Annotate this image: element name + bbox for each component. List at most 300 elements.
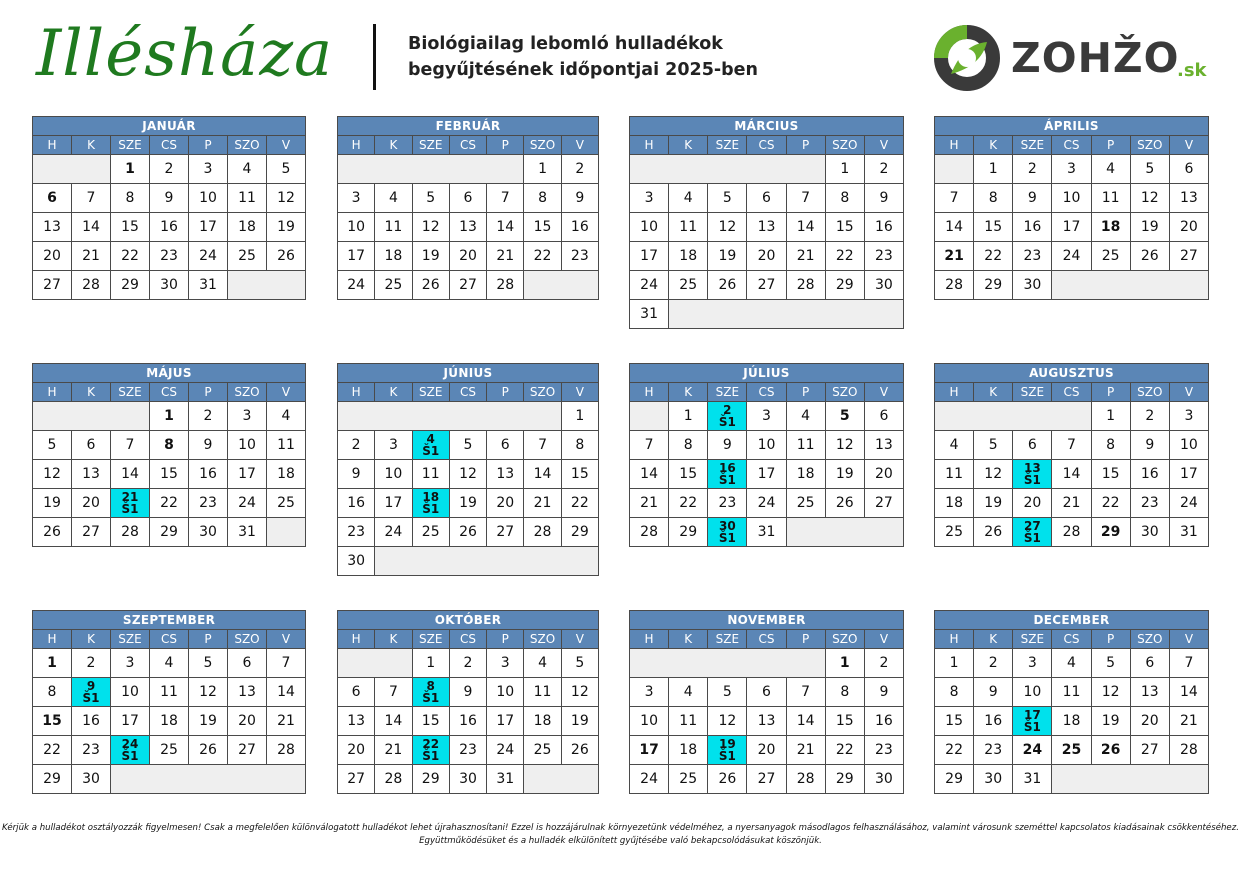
day-cell: 23 bbox=[72, 736, 111, 765]
day-cell: 26 bbox=[708, 765, 747, 794]
collection-day-cell bbox=[412, 489, 449, 518]
day-cell: 24 bbox=[338, 271, 375, 300]
week-row bbox=[935, 155, 1209, 184]
week-row bbox=[338, 431, 599, 460]
collection-code: Š1 bbox=[1023, 720, 1041, 734]
collection-day-cell bbox=[72, 678, 111, 707]
day-cell: 6 bbox=[747, 678, 786, 707]
day-cell: 27 bbox=[747, 271, 786, 300]
holiday-day-cell: 1 bbox=[825, 649, 864, 678]
week-row bbox=[33, 489, 306, 518]
day-cell: 26 bbox=[33, 518, 72, 547]
day-cell: 20 bbox=[747, 736, 786, 765]
day-cell: 3 bbox=[375, 431, 412, 460]
weekday-header: SZO bbox=[1130, 136, 1169, 155]
day-cell: 14 bbox=[267, 678, 306, 707]
day-cell: 24 bbox=[487, 736, 524, 765]
day-cell: 5 bbox=[1091, 649, 1130, 678]
month-julius bbox=[629, 363, 904, 547]
day-cell: 8 bbox=[974, 184, 1013, 213]
day-cell: 5 bbox=[267, 155, 306, 184]
weekday-header: P bbox=[487, 383, 524, 402]
day-cell: 22 bbox=[33, 736, 72, 765]
day-cell: 26 bbox=[449, 518, 486, 547]
week-row bbox=[630, 489, 904, 518]
day-cell: 7 bbox=[786, 184, 825, 213]
collection-code: Š1 bbox=[121, 502, 139, 516]
holiday-day-cell: 18 bbox=[1091, 213, 1130, 242]
day-cell: 25 bbox=[524, 736, 561, 765]
day-cell: 22 bbox=[111, 242, 150, 271]
day-cell: 23 bbox=[150, 242, 189, 271]
day-cell: 14 bbox=[487, 213, 524, 242]
week-row bbox=[630, 184, 904, 213]
day-cell: 7 bbox=[111, 431, 150, 460]
week-row bbox=[338, 184, 599, 213]
holiday-day-cell: 21 bbox=[935, 242, 974, 271]
day-cell: 25 bbox=[669, 271, 708, 300]
weekday-header: H bbox=[338, 630, 375, 649]
day-cell: 31 bbox=[747, 518, 786, 547]
day-cell: 3 bbox=[1169, 402, 1208, 431]
weekday-header: SZO bbox=[228, 630, 267, 649]
day-cell: 25 bbox=[935, 518, 974, 547]
day-cell: 4 bbox=[935, 431, 974, 460]
weekday-header: P bbox=[189, 136, 228, 155]
day-cell: 14 bbox=[630, 460, 669, 489]
month-title: JÚNIUS bbox=[338, 364, 599, 383]
collection-day-cell bbox=[111, 489, 150, 518]
day-cell: 25 bbox=[669, 765, 708, 794]
weekday-header: H bbox=[630, 383, 669, 402]
day-cell: 27 bbox=[1169, 242, 1208, 271]
day-cell: 14 bbox=[524, 460, 561, 489]
day-cell: 31 bbox=[630, 300, 669, 329]
day-cell: 16 bbox=[150, 213, 189, 242]
day-cell: 14 bbox=[1052, 460, 1091, 489]
day-cell: 20 bbox=[487, 489, 524, 518]
day-cell: 11 bbox=[524, 678, 561, 707]
day-cell: 25 bbox=[412, 518, 449, 547]
day-cell: 23 bbox=[449, 736, 486, 765]
holiday-day-cell: 17 bbox=[630, 736, 669, 765]
day-cell: 22 bbox=[561, 489, 598, 518]
day-cell: 16 bbox=[338, 489, 375, 518]
weekday-header: CS bbox=[150, 630, 189, 649]
day-cell: 15 bbox=[412, 707, 449, 736]
day-cell: 13 bbox=[72, 460, 111, 489]
week-row bbox=[33, 271, 306, 300]
day-cell: 10 bbox=[1013, 678, 1052, 707]
empty-cell bbox=[935, 402, 1092, 431]
day-cell: 12 bbox=[1091, 678, 1130, 707]
day-cell: 19 bbox=[1091, 707, 1130, 736]
empty-cell bbox=[375, 547, 599, 576]
day-number: 30 bbox=[719, 519, 736, 533]
day-cell: 18 bbox=[524, 707, 561, 736]
day-cell: 19 bbox=[189, 707, 228, 736]
day-cell: 13 bbox=[1130, 678, 1169, 707]
day-cell: 28 bbox=[786, 271, 825, 300]
week-row bbox=[630, 460, 904, 489]
weekday-header: H bbox=[33, 136, 72, 155]
day-cell: 29 bbox=[111, 271, 150, 300]
day-cell: 12 bbox=[189, 678, 228, 707]
holiday-day-cell: 15 bbox=[33, 707, 72, 736]
day-cell: 25 bbox=[228, 242, 267, 271]
week-row bbox=[935, 242, 1209, 271]
month-februar bbox=[337, 116, 599, 300]
day-cell: 6 bbox=[864, 402, 903, 431]
day-cell: 14 bbox=[111, 460, 150, 489]
weekday-header: V bbox=[267, 383, 306, 402]
weekday-header: P bbox=[189, 383, 228, 402]
week-row bbox=[338, 518, 599, 547]
day-cell: 4 bbox=[375, 184, 412, 213]
month-title: ÁPRILIS bbox=[935, 117, 1209, 136]
subtitle-line-1: Biológiailag lebomló hulladékok bbox=[408, 34, 723, 54]
day-cell: 21 bbox=[375, 736, 412, 765]
day-cell: 9 bbox=[189, 431, 228, 460]
day-cell: 19 bbox=[267, 213, 306, 242]
day-cell: 4 bbox=[1091, 155, 1130, 184]
month-oktober bbox=[337, 610, 599, 794]
day-cell: 18 bbox=[375, 242, 412, 271]
week-row bbox=[935, 402, 1209, 431]
logo-domain: .sk bbox=[1177, 60, 1207, 81]
day-cell: 30 bbox=[72, 765, 111, 794]
day-cell: 14 bbox=[72, 213, 111, 242]
month-title: AUGUSZTUS bbox=[935, 364, 1209, 383]
day-cell: 3 bbox=[228, 402, 267, 431]
day-cell: 12 bbox=[267, 184, 306, 213]
day-cell: 22 bbox=[150, 489, 189, 518]
weekday-header: SZO bbox=[825, 136, 864, 155]
weekday-header: SZO bbox=[825, 383, 864, 402]
day-cell: 12 bbox=[1130, 184, 1169, 213]
weekday-header: P bbox=[1091, 136, 1130, 155]
day-cell: 2 bbox=[449, 649, 486, 678]
day-cell: 22 bbox=[524, 242, 561, 271]
weekday-header: SZE bbox=[708, 136, 747, 155]
day-cell: 11 bbox=[267, 431, 306, 460]
day-cell: 9 bbox=[1130, 431, 1169, 460]
day-cell: 2 bbox=[864, 155, 903, 184]
empty-cell bbox=[228, 271, 306, 300]
day-cell: 3 bbox=[630, 184, 669, 213]
day-cell: 9 bbox=[864, 184, 903, 213]
week-row bbox=[33, 184, 306, 213]
day-cell: 20 bbox=[864, 460, 903, 489]
weekday-header: CS bbox=[449, 383, 486, 402]
day-cell: 22 bbox=[825, 242, 864, 271]
collection-code: Š1 bbox=[121, 749, 139, 763]
week-row bbox=[338, 402, 599, 431]
day-cell: 20 bbox=[228, 707, 267, 736]
day-cell: 23 bbox=[338, 518, 375, 547]
day-cell: 14 bbox=[935, 213, 974, 242]
weekday-header: K bbox=[974, 630, 1013, 649]
empty-cell bbox=[33, 402, 150, 431]
week-row bbox=[338, 489, 599, 518]
day-cell: 28 bbox=[630, 518, 669, 547]
day-cell: 25 bbox=[1091, 242, 1130, 271]
month-title: DECEMBER bbox=[935, 611, 1209, 630]
day-cell: 30 bbox=[864, 765, 903, 794]
day-cell: 23 bbox=[561, 242, 598, 271]
collection-code: Š1 bbox=[422, 502, 440, 516]
week-row bbox=[33, 649, 306, 678]
weekday-header: CS bbox=[1052, 630, 1091, 649]
day-cell: 30 bbox=[189, 518, 228, 547]
day-cell: 15 bbox=[825, 213, 864, 242]
weekday-header: H bbox=[33, 383, 72, 402]
day-cell: 13 bbox=[338, 707, 375, 736]
day-cell: 8 bbox=[669, 431, 708, 460]
day-cell: 7 bbox=[1052, 431, 1091, 460]
day-cell: 1 bbox=[561, 402, 598, 431]
day-number: 19 bbox=[719, 737, 736, 751]
day-cell: 27 bbox=[72, 518, 111, 547]
weekday-header: SZE bbox=[111, 630, 150, 649]
day-cell: 15 bbox=[150, 460, 189, 489]
weekday-header: P bbox=[1091, 383, 1130, 402]
week-row bbox=[33, 402, 306, 431]
day-cell: 18 bbox=[669, 242, 708, 271]
day-cell: 2 bbox=[72, 649, 111, 678]
week-row bbox=[33, 242, 306, 271]
collection-day-cell bbox=[708, 518, 747, 547]
day-cell: 24 bbox=[630, 765, 669, 794]
day-cell: 6 bbox=[1169, 155, 1208, 184]
day-cell: 26 bbox=[1130, 242, 1169, 271]
day-cell: 23 bbox=[864, 242, 903, 271]
day-cell: 27 bbox=[864, 489, 903, 518]
day-cell: 25 bbox=[150, 736, 189, 765]
week-row bbox=[33, 678, 306, 707]
day-cell: 30 bbox=[974, 765, 1013, 794]
day-cell: 11 bbox=[1052, 678, 1091, 707]
weekday-header: V bbox=[1169, 630, 1208, 649]
day-cell: 5 bbox=[974, 431, 1013, 460]
day-cell: 11 bbox=[375, 213, 412, 242]
day-cell: 4 bbox=[669, 678, 708, 707]
weekday-header: H bbox=[338, 383, 375, 402]
month-title: MÁRCIUS bbox=[630, 117, 904, 136]
empty-cell bbox=[935, 155, 974, 184]
day-cell: 3 bbox=[111, 649, 150, 678]
day-cell: 13 bbox=[864, 431, 903, 460]
empty-cell bbox=[524, 765, 599, 794]
day-cell: 20 bbox=[33, 242, 72, 271]
day-cell: 30 bbox=[338, 547, 375, 576]
day-cell: 1 bbox=[935, 649, 974, 678]
month-januar bbox=[32, 116, 306, 300]
day-cell: 8 bbox=[524, 184, 561, 213]
day-cell: 17 bbox=[338, 242, 375, 271]
day-cell: 9 bbox=[561, 184, 598, 213]
day-cell: 20 bbox=[1013, 489, 1052, 518]
day-cell: 15 bbox=[111, 213, 150, 242]
day-cell: 24 bbox=[375, 518, 412, 547]
month-november bbox=[629, 610, 904, 794]
town-title: Illésháza bbox=[36, 17, 334, 91]
empty-cell bbox=[1052, 271, 1209, 300]
day-cell: 2 bbox=[1013, 155, 1052, 184]
week-row bbox=[935, 678, 1209, 707]
day-cell: 27 bbox=[449, 271, 486, 300]
day-cell: 3 bbox=[487, 649, 524, 678]
day-cell: 7 bbox=[487, 184, 524, 213]
collection-day-cell bbox=[412, 678, 449, 707]
weekday-header: SZO bbox=[1130, 383, 1169, 402]
holiday-day-cell: 5 bbox=[825, 402, 864, 431]
day-cell: 17 bbox=[189, 213, 228, 242]
day-cell: 12 bbox=[561, 678, 598, 707]
day-cell: 31 bbox=[1013, 765, 1052, 794]
day-cell: 4 bbox=[786, 402, 825, 431]
week-row bbox=[338, 707, 599, 736]
day-cell: 17 bbox=[630, 242, 669, 271]
day-cell: 22 bbox=[1091, 489, 1130, 518]
week-row bbox=[338, 649, 599, 678]
day-cell: 21 bbox=[487, 242, 524, 271]
day-cell: 21 bbox=[72, 242, 111, 271]
collection-code: Š1 bbox=[422, 691, 440, 705]
day-number: 8 bbox=[426, 679, 435, 693]
week-row bbox=[338, 155, 599, 184]
day-cell: 4 bbox=[524, 649, 561, 678]
day-cell: 19 bbox=[974, 489, 1013, 518]
day-cell: 28 bbox=[1169, 736, 1208, 765]
weekday-header: P bbox=[189, 630, 228, 649]
day-cell: 29 bbox=[974, 271, 1013, 300]
collection-code: Š1 bbox=[1023, 473, 1041, 487]
day-cell: 21 bbox=[630, 489, 669, 518]
day-cell: 26 bbox=[189, 736, 228, 765]
day-cell: 25 bbox=[375, 271, 412, 300]
collection-day-cell bbox=[1013, 707, 1052, 736]
week-row bbox=[338, 242, 599, 271]
day-cell: 27 bbox=[33, 271, 72, 300]
day-cell: 26 bbox=[708, 271, 747, 300]
empty-cell bbox=[786, 518, 903, 547]
week-row bbox=[338, 547, 599, 576]
day-cell: 24 bbox=[1169, 489, 1208, 518]
day-cell: 6 bbox=[1130, 649, 1169, 678]
weekday-header: V bbox=[267, 630, 306, 649]
weekday-header: K bbox=[375, 383, 412, 402]
day-number: 9 bbox=[86, 679, 96, 693]
day-cell: 18 bbox=[1052, 707, 1091, 736]
day-cell: 11 bbox=[412, 460, 449, 489]
week-row bbox=[630, 765, 904, 794]
empty-cell bbox=[33, 155, 111, 184]
day-cell: 1 bbox=[825, 155, 864, 184]
day-cell: 6 bbox=[747, 184, 786, 213]
month-title: JANUÁR bbox=[33, 117, 306, 136]
week-row bbox=[935, 460, 1209, 489]
day-cell: 28 bbox=[375, 765, 412, 794]
day-cell: 5 bbox=[412, 184, 449, 213]
empty-cell bbox=[630, 649, 826, 678]
day-cell: 14 bbox=[786, 707, 825, 736]
day-cell: 14 bbox=[786, 213, 825, 242]
week-row bbox=[630, 707, 904, 736]
day-cell: 15 bbox=[524, 213, 561, 242]
day-cell: 21 bbox=[524, 489, 561, 518]
weekday-header: V bbox=[267, 136, 306, 155]
weekday-header: SZE bbox=[708, 383, 747, 402]
day-cell: 15 bbox=[1091, 460, 1130, 489]
day-cell: 21 bbox=[1052, 489, 1091, 518]
weekday-header: SZE bbox=[111, 136, 150, 155]
weekday-header: CS bbox=[449, 136, 486, 155]
weekday-header: P bbox=[786, 383, 825, 402]
holiday-day-cell: 1 bbox=[150, 402, 189, 431]
day-cell: 21 bbox=[786, 736, 825, 765]
day-cell: 18 bbox=[786, 460, 825, 489]
day-cell: 7 bbox=[786, 678, 825, 707]
day-cell: 3 bbox=[189, 155, 228, 184]
day-cell: 13 bbox=[33, 213, 72, 242]
zohzo-logo-icon bbox=[933, 24, 1001, 92]
day-cell: 22 bbox=[825, 736, 864, 765]
weekday-header: CS bbox=[150, 383, 189, 402]
day-cell: 11 bbox=[228, 184, 267, 213]
month-aprilis bbox=[934, 116, 1209, 300]
day-cell: 13 bbox=[449, 213, 486, 242]
day-cell: 26 bbox=[561, 736, 598, 765]
weekday-header: SZE bbox=[412, 136, 449, 155]
week-row bbox=[33, 736, 306, 765]
day-cell: 30 bbox=[150, 271, 189, 300]
month-title: JÚLIUS bbox=[630, 364, 904, 383]
logo-wordmark: ZOHŽO bbox=[1011, 34, 1180, 82]
day-cell: 24 bbox=[1052, 242, 1091, 271]
weekday-header: CS bbox=[747, 630, 786, 649]
day-cell: 17 bbox=[487, 707, 524, 736]
day-cell: 29 bbox=[412, 765, 449, 794]
weekday-header: SZE bbox=[1013, 383, 1052, 402]
day-cell: 5 bbox=[708, 184, 747, 213]
day-cell: 8 bbox=[33, 678, 72, 707]
empty-cell bbox=[1052, 765, 1209, 794]
day-cell: 2 bbox=[864, 649, 903, 678]
week-row bbox=[630, 271, 904, 300]
day-cell: 30 bbox=[449, 765, 486, 794]
day-cell: 5 bbox=[708, 678, 747, 707]
subtitle-line-2: begyűjtésének időpontjai 2025-ben bbox=[408, 60, 759, 80]
collection-code: Š1 bbox=[422, 749, 440, 763]
day-cell: 12 bbox=[708, 707, 747, 736]
weekday-header: V bbox=[1169, 136, 1208, 155]
day-cell: 23 bbox=[708, 489, 747, 518]
weekday-header: K bbox=[375, 136, 412, 155]
day-cell: 23 bbox=[864, 736, 903, 765]
weekday-header: K bbox=[72, 630, 111, 649]
weekday-header: H bbox=[630, 136, 669, 155]
weekday-header: P bbox=[1091, 630, 1130, 649]
day-cell: 26 bbox=[974, 518, 1013, 547]
week-row bbox=[935, 213, 1209, 242]
day-cell: 24 bbox=[228, 489, 267, 518]
day-cell: 7 bbox=[267, 649, 306, 678]
day-cell: 18 bbox=[935, 489, 974, 518]
day-cell: 29 bbox=[825, 765, 864, 794]
day-cell: 21 bbox=[1169, 707, 1208, 736]
day-cell: 16 bbox=[449, 707, 486, 736]
